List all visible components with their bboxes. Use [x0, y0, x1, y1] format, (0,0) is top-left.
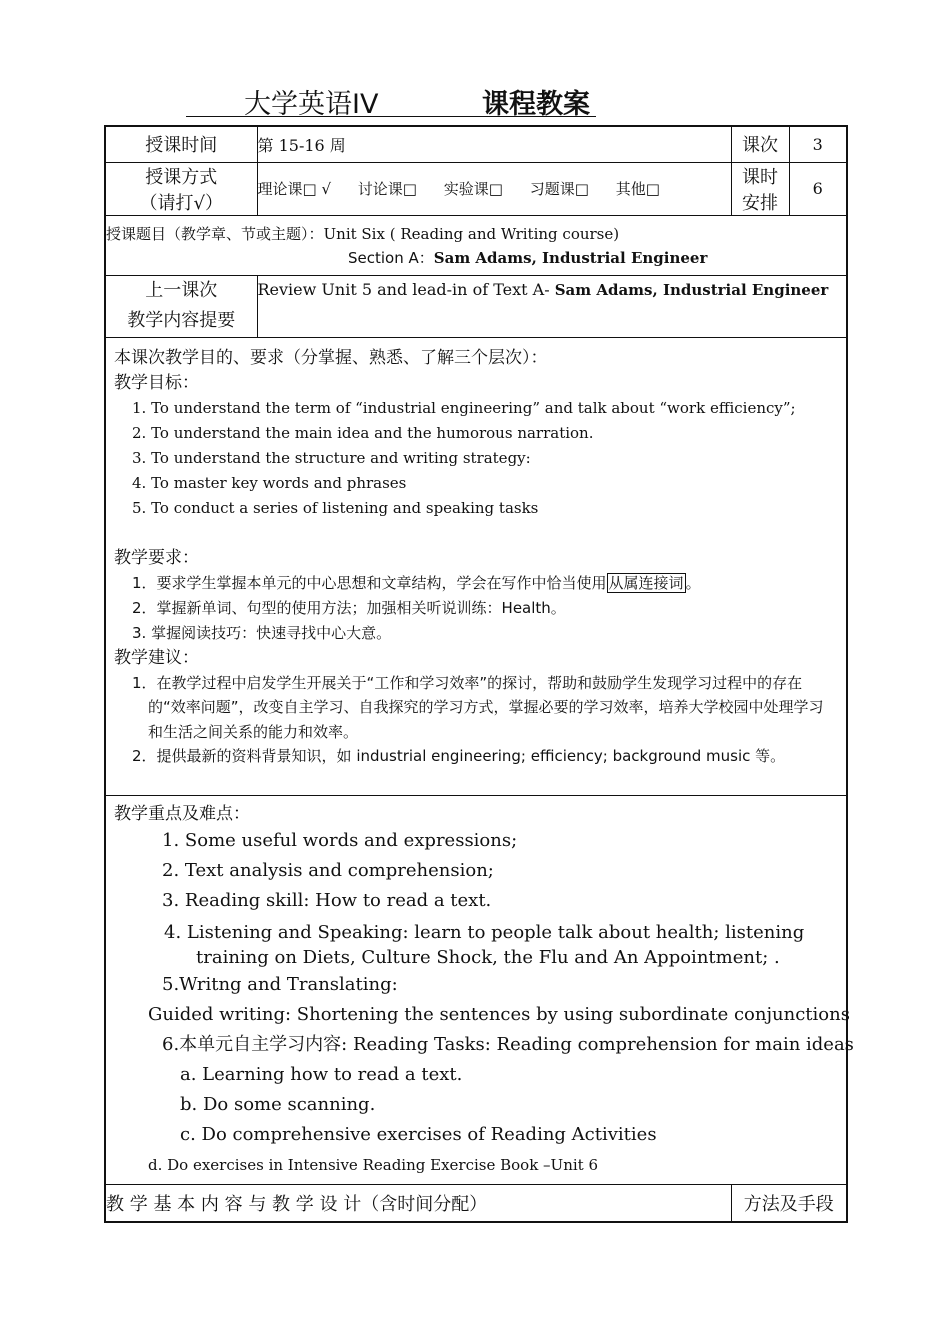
key-points-cell [105, 795, 854, 1184]
mode-label [105, 162, 257, 215]
requirement-item: 1．要求学生掌握本单元的中心思想和文章结构，学会在写作中恰当使用 从属连接词 。 [132, 573, 701, 592]
mode-label-line-2: （请打√） [139, 192, 223, 214]
boxed-term: 从属连接词 [608, 573, 684, 592]
goal-item: 5. To conduct a series of listening and speaking tasks [132, 498, 539, 517]
lesson-no-label: 课次 [731, 126, 789, 162]
row-mode [105, 162, 847, 215]
goal-item: 3. To understand the structure and writing strategy: [132, 448, 531, 467]
previous-label-line-1: 上一课次 [145, 280, 218, 301]
key-point-item: 6.本单元自主学习内容: Reading Tasks: Reading comprehension for main ideas [162, 1033, 854, 1055]
mode-option-lab[interactable]: 实验课□ [443, 180, 503, 198]
course-name: 大学英语IV [244, 89, 379, 120]
key-point-subitem: d. Do exercises in Intensive Reading Exercise Book –Unit 6 [148, 1155, 598, 1174]
previous-text-bold: Sam Adams, Industrial Engineer [554, 280, 829, 299]
method-label: 方法及手段 [731, 1184, 847, 1222]
previous-label-line-2: 教学内容提要 [127, 310, 236, 331]
goal-item: 4. To master key words and phrases [132, 473, 407, 492]
key-point-subitem: c. Do comprehensive exercises of Reading Activities [180, 1123, 657, 1145]
suggestions-heading: 教学建议： [114, 647, 199, 668]
key-point-subitem: Guided writing: Shortening the sentences by using subordinate conjunctions [148, 1003, 850, 1025]
requirement-item: 3. 掌握阅读技巧：快速寻找中心大意。 [132, 623, 392, 642]
suggestion-item: 2．提供最新的资料背景知识，如 industrial engineering; efficiency; background music 等。 [132, 747, 786, 765]
mode-option-theory[interactable]: 理论课□ √ [257, 180, 331, 198]
key-point-item: 5.Writng and Translating: [162, 973, 398, 995]
hours-label-line-2: 安排 [742, 192, 778, 214]
key-point-subitem: a. Learning how to read a text. [180, 1063, 463, 1085]
content-design-label: 教 学 基 本 内 容 与 教 学 设 计（含时间分配） [105, 1184, 731, 1222]
row-objectives [105, 337, 847, 795]
suggestion-item: 1．在教学过程中启发学生开展关于“工作和学习效率”的探讨，帮助和鼓励学生发现学习过程中的存在的“效率问题”，改变自主学习、自我探究的学习方式，掌握必要的学习效率，培养大学校园中处理学习和生活之间关系的能力和效率。 [132, 673, 824, 741]
key-point-item: 4. Listening and Speaking: learn to people talk about health; listening training on Diets, Culture Shock, the Flu and An Appointment; . [164, 921, 805, 968]
lesson-plan-table [104, 125, 854, 1223]
hours-label-line-1: 课时 [742, 166, 778, 188]
previous-label [105, 275, 257, 337]
objectives-cell [105, 337, 847, 795]
key-point-subitem: b. Do some scanning. [180, 1093, 376, 1115]
mode-label-line-1: 授课方式 [145, 166, 218, 188]
doc-title: 课程教案 [482, 89, 590, 120]
previous-text: Review Unit 5 and lead-in of Text A- [257, 279, 555, 299]
time-value: 第 15-16 周 [257, 126, 731, 162]
lesson-no-value: 3 [789, 126, 847, 162]
requirements-heading: 教学要求： [114, 547, 199, 568]
requirement-item: 2．掌握新单词、句型的使用方法；加强相关听说训练：Health。 [132, 598, 566, 617]
hours-label [731, 162, 789, 215]
mode-option-exercise[interactable]: 习题课□ [529, 180, 589, 198]
objectives-intro: 本课次教学目的、要求（分掌握、熟悉、了解三个层次）： [114, 347, 548, 368]
topic-section-title: Sam Adams, Industrial Engineer [433, 248, 708, 267]
key-point-item: 2. Text analysis and comprehension; [162, 859, 494, 881]
row-topic [105, 215, 847, 275]
key-points-heading: 教学重点及难点： [114, 803, 250, 824]
mode-options [257, 162, 731, 215]
row-key-points [105, 795, 847, 1184]
row-time [105, 126, 847, 162]
goal-item: 2. To understand the main idea and the humorous narration. [132, 423, 594, 442]
row-previous [105, 275, 847, 337]
goal-item: 1. To understand the term of “industrial engineering” and talk about “work efficiency”; [132, 398, 796, 417]
mode-option-other[interactable]: 其他□ [615, 180, 660, 198]
topic-cell [105, 215, 847, 275]
key-point-item: 1. Some useful words and expressions; [162, 829, 518, 851]
topic-section-prefix: Section A： [348, 248, 434, 267]
key-point-item: 3. Reading skill: How to read a text. [162, 889, 492, 911]
previous-content [257, 275, 847, 337]
time-label: 授课时间 [105, 126, 257, 162]
hours-value: 6 [789, 162, 847, 215]
topic-label: 授课题目（教学章、节或主题）： [106, 224, 324, 243]
mode-option-discussion[interactable]: 讨论课□ [357, 180, 417, 198]
topic-line-1: Unit Six ( Reading and Writing course) [323, 224, 620, 243]
goals-heading: 教学目标： [114, 372, 199, 393]
row-content-design [105, 1184, 847, 1222]
document-title [186, 78, 596, 120]
